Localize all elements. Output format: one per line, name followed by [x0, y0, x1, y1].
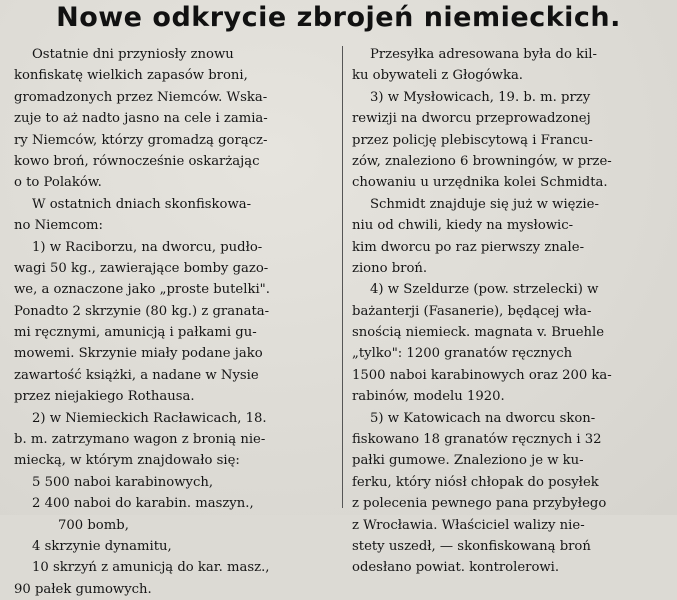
text-line: konfiskatę wielkich zapasów broni,	[14, 68, 248, 84]
text-line: rewizji na dworcu przeprowadzonej	[352, 111, 591, 127]
text-line: no Niemcom:	[14, 218, 103, 234]
text-line: 10 skrzyń z amunicją do kar. masz.,	[32, 560, 270, 576]
text-line: 5) w Katowicach na dworcu skon-	[370, 410, 596, 426]
left-column	[14, 44, 336, 600]
text-line: przez policję plebiscytową i Francu-	[352, 132, 593, 148]
text-line: wagi 50 kg., zawierające bomby gazo-	[14, 260, 269, 276]
text-line: kim dworcu po raz pierwszy znale-	[352, 239, 585, 255]
text-line: chowaniu u urzędnika kolei Schmidta.	[352, 175, 608, 191]
text-line: 1500 naboi karabinowych oraz 200 ka-	[352, 367, 612, 383]
text-line: kowo broń, równocześnie oskarżając	[14, 153, 260, 169]
text-line: przez niejakiego Rothausa.	[14, 389, 195, 405]
text-line: 2) w Niemieckich Racławicach, 18.	[32, 410, 267, 426]
text-line: b. m. zatrzymano wagon z bronią nie-	[14, 432, 266, 448]
text-line: zów, znaleziono 6 browningów, w prze-	[352, 153, 612, 169]
column-divider	[342, 46, 343, 508]
text-line: snością niemieck. magnata v. Bruehle	[352, 325, 605, 341]
text-line: stety uszedł, — skonfiskowaną broń	[352, 538, 591, 554]
text-line: mi ręcznymi, amunicją i pałkami gu-	[14, 325, 257, 341]
text-line: odesłano powiat. kontrolerowi.	[352, 560, 560, 576]
text-line: Ponadto 2 skrzynie (80 kg.) z granata-	[14, 303, 270, 319]
text-line: ry Niemców, którzy gromadzą gorącz-	[14, 132, 268, 148]
text-line: o to Polaków.	[14, 175, 102, 191]
text-line: Schmidt znajduje się już w więzie-	[370, 196, 599, 212]
text-line: 2 400 naboi do karabin. maszyn.,	[32, 496, 254, 512]
text-line: W ostatnich dniach skonfiskowa-	[32, 196, 252, 212]
text-line: niu od chwili, kiedy na mysłowic-	[352, 218, 574, 234]
text-line: Przesyłka adresowana była do kil-	[370, 47, 597, 62]
text-line: ku obywateli z Głogówka.	[352, 68, 523, 84]
text-line: 3) w Mysłowicach, 19. b. m. przy	[370, 89, 591, 105]
text-line: 4) w Szeldurze (pow. strzelecki) w	[370, 282, 599, 298]
text-line: ferku, który niósł chłopak do posyłek	[352, 474, 599, 490]
text-line: miecką, w którym znajdowało się:	[14, 453, 240, 469]
text-line: 5 500 naboi karabinowych,	[32, 474, 214, 490]
text-line: 90 pałek gumowych.	[14, 581, 152, 597]
text-line: 700 bomb,	[58, 517, 129, 533]
text-line: 4 skrzynie dynamitu,	[32, 538, 172, 554]
text-line: pałki gumowe. Znaleziono je w ku-	[352, 453, 584, 469]
text-line: z Wrocławia. Właściciel walizy nie-	[352, 517, 585, 533]
text-line: mowemi. Skrzynie miały podane jako	[14, 346, 263, 362]
text-line: 1) w Raciborzu, na dworcu, pudło-	[32, 239, 263, 255]
text-line: bażanterji (Fasanerie), będącej wła-	[352, 303, 592, 319]
text-line: fiskowano 18 granatów ręcznych i 32	[352, 432, 602, 448]
text-line: „tylko": 1200 granatów ręcznych	[352, 346, 573, 362]
text-line: z polecenia pewnego pana przybyłego	[352, 496, 607, 512]
text-line: Ostatnie dni przyniosły znowu	[32, 47, 234, 62]
text-line: zawartość książki, a nadane w Nysie	[14, 367, 259, 383]
headline: Nowe odkrycie zbrojeń niemieckich.	[56, 2, 621, 33]
right-column	[352, 44, 670, 579]
text-line: zuje to aż nadto jasno na cele i zamia-	[14, 111, 268, 127]
text-line: rabinów, modelu 1920.	[352, 389, 505, 405]
text-line: gromadzonych przez Niemców. Wska-	[14, 89, 268, 105]
text-line: ziono broń.	[352, 260, 428, 276]
text-line: we, a oznaczone jako „proste butelki".	[14, 282, 270, 298]
